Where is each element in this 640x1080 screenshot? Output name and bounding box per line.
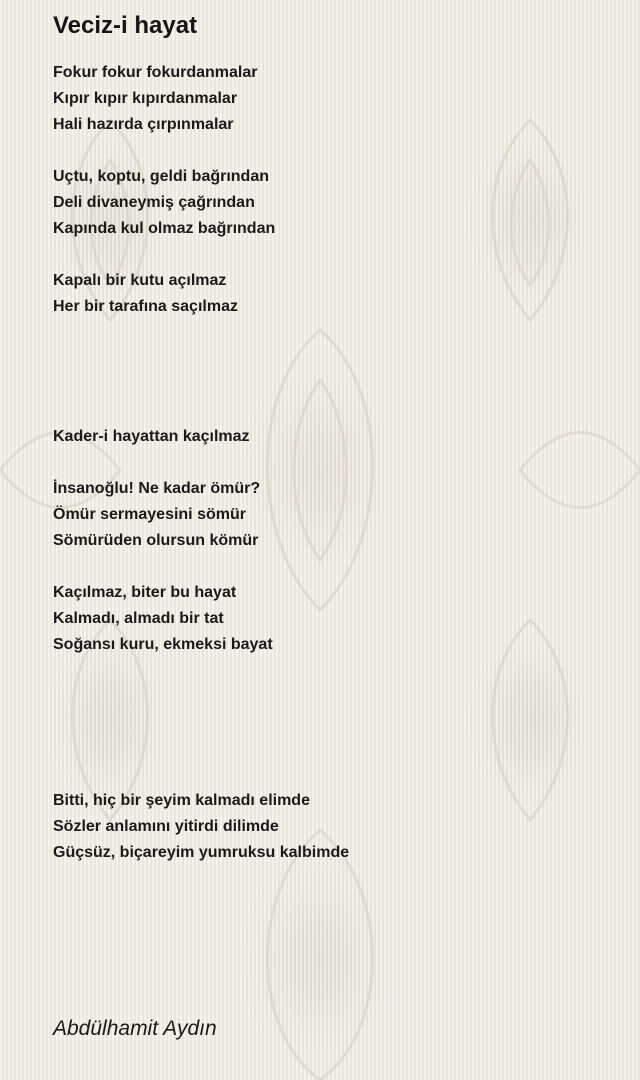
poem-line: Kaçılmaz, biter bu hayat — [53, 584, 237, 601]
poem-line: Sömürüden olursun kömür — [53, 532, 259, 549]
poem-line: Hali hazırda çırpınmalar — [53, 116, 234, 133]
poem-line: Sözler anlamını yitirdi dilimde — [53, 818, 279, 835]
stanza-gap — [53, 684, 613, 710]
poem-line: Kıpır kıpır kıpırdanmalar — [53, 90, 238, 107]
poem-line: Güçsüz, biçareyim yumruksu kalbimde — [53, 844, 350, 861]
poem-line: Kalmadı, almadı bir tat — [53, 610, 224, 627]
poem-title: Veciz-i hayat — [53, 12, 198, 39]
stanza-gap — [53, 450, 613, 476]
stanza-gap — [53, 658, 613, 684]
stanza-gap — [53, 398, 613, 424]
stanza-gap — [53, 710, 613, 736]
stanza-gap — [53, 554, 613, 580]
stanza-gap — [53, 762, 613, 788]
poem-line: Soğansı kuru, ekmeksi bayat — [53, 636, 273, 653]
poem-line: Kader-i hayattan kaçılmaz — [53, 428, 250, 445]
stanza-gap — [53, 242, 613, 268]
stanza-gap — [53, 138, 613, 164]
poem-line: Bitti, hiç bir şeyim kalmadı elimde — [53, 792, 310, 809]
stanza-gap — [53, 736, 613, 762]
stanza-gap — [53, 372, 613, 398]
poem-line: Her bir tarafına saçılmaz — [53, 298, 238, 315]
poem-line: Fokur fokur fokurdanmalar — [53, 64, 258, 81]
poem-author: Abdülhamit Aydın — [53, 1017, 217, 1040]
poem-line: Kapalı bir kutu açılmaz — [53, 272, 227, 289]
poem-line: İnsanoğlu! Ne kadar ömür? — [53, 480, 261, 497]
poem-container — [53, 10, 613, 866]
poem-line: Uçtu, koptu, geldi bağrından — [53, 168, 269, 185]
poem-line: Kapında kul olmaz bağrından — [53, 220, 276, 237]
poem-line: Ömür sermayesini sömür — [53, 506, 246, 523]
stanza-gap — [53, 346, 613, 372]
stanza-gap — [53, 320, 613, 346]
poem-line: Deli divaneymiş çağrından — [53, 194, 255, 211]
